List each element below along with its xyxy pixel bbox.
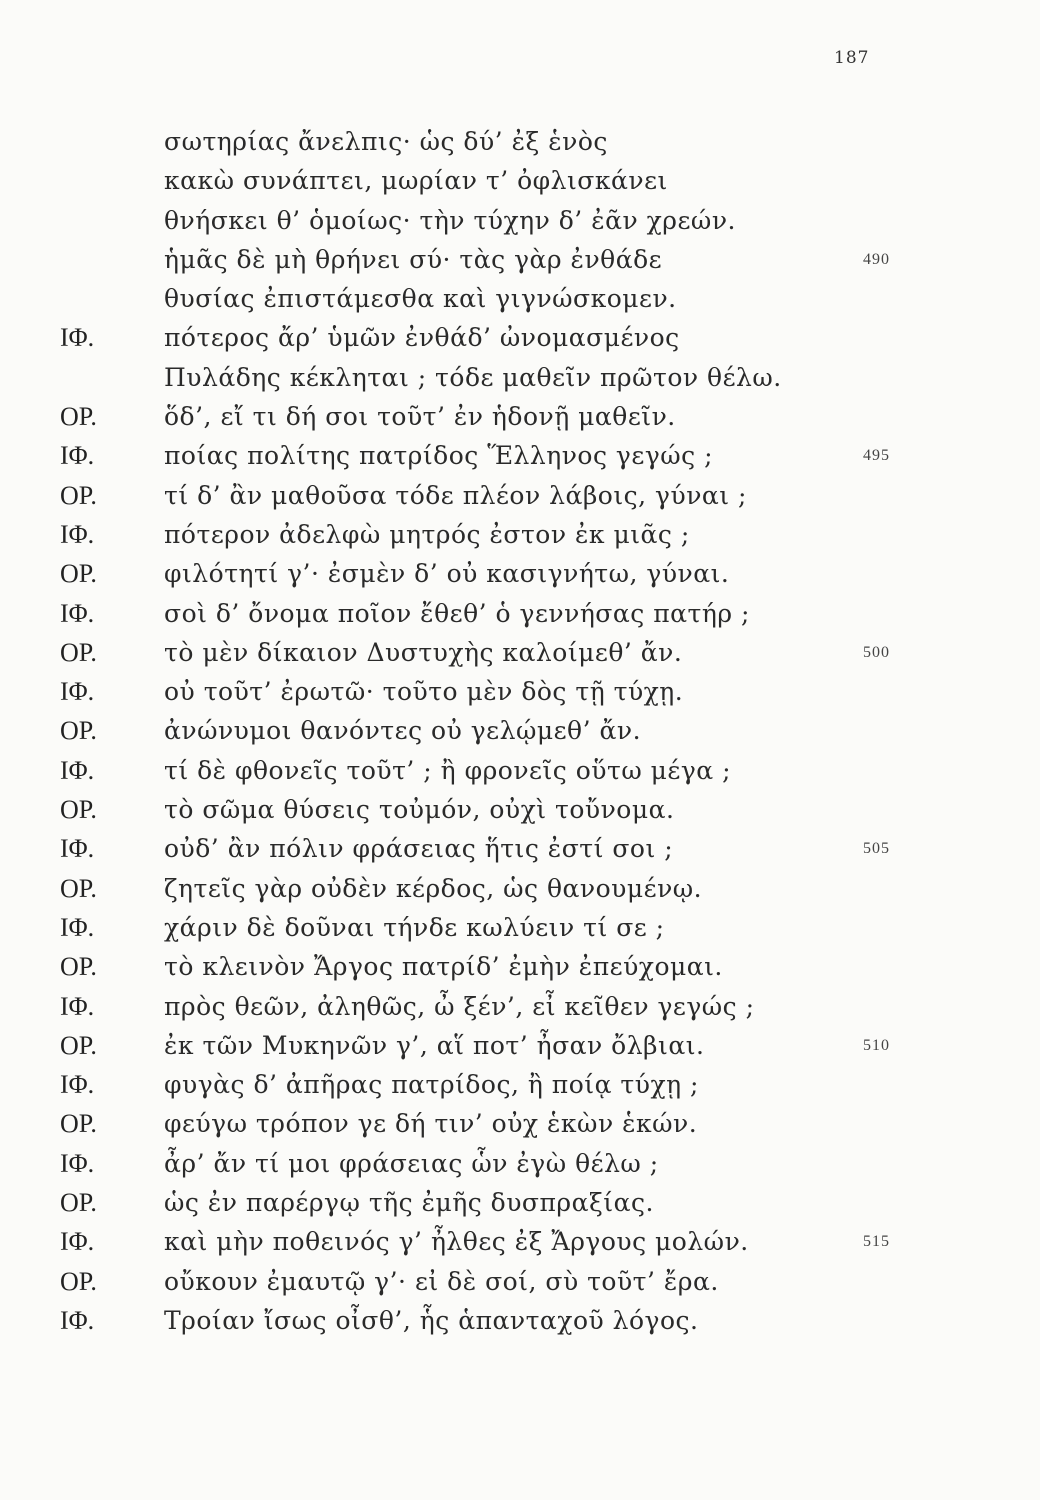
- verse-text: ἐκ τῶν Μυκηνῶν γ’, αἵ ποτ’ ἦσαν ὄλβιαι.: [164, 1030, 705, 1060]
- verse-text: θυσίας ἐπιστάμεσθα καὶ γιγνώσκομεν.: [164, 284, 677, 314]
- speaker-label: ΙΦ.: [60, 1070, 95, 1100]
- verse-text: τὸ μὲν δίκαιον Δυστυχὴς καλοίμεθ’ ἄν.: [164, 637, 683, 667]
- speaker-label: ΙΦ.: [60, 598, 95, 628]
- verse-text: τί δ’ ἂν μαθοῦσα τόδε πλέον λάβοις, γύναι ;: [164, 480, 747, 510]
- speaker-label: ΟΡ.: [60, 480, 97, 510]
- verse-line: [60, 397, 960, 436]
- speaker-label: ΟΡ.: [60, 795, 97, 825]
- verse-line: [60, 1026, 960, 1065]
- verse-line: [60, 554, 960, 593]
- line-number: 495: [863, 447, 890, 465]
- verse-text: ὅδ’, εἴ τι δή σοι τοῦτ’ ἐν ἡδονῇ μαθεῖν.: [164, 402, 676, 432]
- verse-text: πότερος ἄρ’ ὑμῶν ἐνθάδ’ ὠνομασμένος: [164, 323, 680, 353]
- verse-text: κακὼ συνάπτει, μωρίαν τ’ ὀφλισκάνει: [164, 166, 668, 196]
- verse-text: καὶ μὴν ποθεινός γ’ ἦλθες ἐξ Ἄργους μολών.: [164, 1227, 749, 1257]
- speaker-label: ΙΦ.: [60, 441, 95, 471]
- speaker-label: ΟΡ.: [60, 873, 97, 903]
- line-number: 500: [863, 643, 890, 661]
- verse-line: [60, 1144, 960, 1183]
- verse-line: [60, 829, 960, 868]
- speaker-label: ΙΦ.: [60, 323, 95, 353]
- verse-text: ἀνώνυμοι θανόντες οὐ γελῴμεθ’ ἄν.: [164, 716, 642, 746]
- speaker-label: ΟΡ.: [60, 402, 97, 432]
- verse-text: οὐδ’ ἂν πόλιν φράσειας ἥτις ἐστί σοι ;: [164, 834, 674, 864]
- verse-line: [60, 869, 960, 908]
- verse-list: [60, 122, 960, 1340]
- speaker-label: ΟΡ.: [60, 1188, 97, 1218]
- verse-text: τί δὲ φθονεῖς τοῦτ’ ; ἢ φρονεῖς οὕτω μέγα ;: [164, 755, 732, 785]
- verse-text: θνήσκει θ’ ὁμοίως· τὴν τύχην δ’ ἐᾶν χρεών.: [164, 205, 736, 235]
- speaker-label: ΟΡ.: [60, 1109, 97, 1139]
- verse-line: [60, 436, 960, 475]
- verse-text: Πυλάδης κέκληται ; τόδε μαθεῖν πρῶτον θέλω.: [164, 362, 782, 392]
- verse-line: [60, 908, 960, 947]
- speaker-label: ΙΦ.: [60, 755, 95, 785]
- verse-line: [60, 201, 960, 240]
- verse-text: χάριν δὲ δοῦναι τήνδε κωλύειν τί σε ;: [164, 912, 665, 942]
- verse-line: [60, 1104, 960, 1143]
- verse-line: [60, 240, 960, 279]
- verse-line: [60, 358, 960, 397]
- verse-line: [60, 161, 960, 200]
- speaker-label: ΙΦ.: [60, 834, 95, 864]
- verse-text: τὸ κλεινὸν Ἄργος πατρίδ’ ἐμὴν ἐπεύχομαι.: [164, 952, 723, 982]
- speaker-label: ΟΡ.: [60, 1266, 97, 1296]
- verse-text: πρὸς θεῶν, ἀληθῶς, ὦ ξέν’, εἶ κεῖθεν γεγώς ;: [164, 991, 755, 1021]
- speaker-label: ΟΡ.: [60, 952, 97, 982]
- verse-text: φιλότητί γ’· ἐσμὲν δ’ οὐ κασιγνήτω, γύναι.: [164, 559, 730, 589]
- verse-line: [60, 751, 960, 790]
- speaker-label: ΟΡ.: [60, 1030, 97, 1060]
- speaker-label: ΟΡ.: [60, 559, 97, 589]
- verse-text: πότερον ἀδελφὼ μητρός ἐστον ἐκ μιᾶς ;: [164, 519, 690, 549]
- verse-text: ποίας πολίτης πατρίδος Ἕλληνος γεγώς ;: [164, 441, 714, 471]
- verse-text: φεύγω τρόπον γε δή τιν’ οὐχ ἑκὼν ἑκών.: [164, 1109, 698, 1139]
- verse-line: [60, 594, 960, 633]
- verse-line: [60, 672, 960, 711]
- verse-line: [60, 987, 960, 1026]
- verse-text: σοὶ δ’ ὄνομα ποῖον ἔθεθ’ ὁ γεννήσας πατήρ ;: [164, 598, 750, 628]
- verse-text: οὔκουν ἐμαυτῷ γ’· εἰ δὲ σοί, σὺ τοῦτ’ ἔρα.: [164, 1266, 719, 1296]
- speaker-label: ΙΦ.: [60, 991, 95, 1021]
- verse-text: ὡς ἐν παρέργῳ τῆς ἐμῆς δυσπραξίας.: [164, 1188, 654, 1218]
- verse-line: [60, 1183, 960, 1222]
- verse-text: ἡμᾶς δὲ μὴ θρήνει σύ· τὰς γὰρ ἐνθάδε: [164, 244, 663, 274]
- verse-line: [60, 1222, 960, 1261]
- verse-line: [60, 476, 960, 515]
- verse-line: [60, 318, 960, 357]
- verse-line: [60, 1301, 960, 1340]
- line-number: 515: [863, 1233, 890, 1251]
- verse-line: [60, 711, 960, 750]
- speaker-label: ΙΦ.: [60, 677, 95, 707]
- speaker-label: ΟΡ.: [60, 716, 97, 746]
- verse-line: [60, 515, 960, 554]
- verse-text: οὐ τοῦτ’ ἐρωτῶ· τοῦτο μὲν δὸς τῇ τύχῃ.: [164, 677, 684, 707]
- verse-text: σωτηρίας ἄνελπις· ὡς δύ’ ἐξ ἑνὸς: [164, 127, 608, 156]
- verse-text: τὸ σῶμα θύσεις τοὐμόν, οὐχὶ τοὔνομα.: [164, 795, 675, 825]
- verse-line: [60, 947, 960, 986]
- verse-text: ἆρ’ ἄν τί μοι φράσειας ὧν ἐγὼ θέλω ;: [164, 1148, 659, 1178]
- speaker-label: ΟΡ.: [60, 637, 97, 667]
- speaker-label: ΙΦ.: [60, 912, 95, 942]
- line-number: 505: [863, 840, 890, 858]
- line-number: 490: [863, 250, 890, 268]
- speaker-label: ΙΦ.: [60, 519, 95, 549]
- verse-line: [60, 790, 960, 829]
- speaker-label: ΙΦ.: [60, 1305, 95, 1335]
- verse-text: φυγὰς δ’ ἀπῆρας πατρίδος, ἢ ποίᾳ τύχῃ ;: [164, 1070, 699, 1100]
- speaker-label: ΙΦ.: [60, 1148, 95, 1178]
- line-number: 510: [863, 1036, 890, 1054]
- page-number: 187: [834, 48, 870, 68]
- verse-line: [60, 1065, 960, 1104]
- verse-line: [60, 1262, 960, 1301]
- verse-line: [60, 279, 960, 318]
- verse-line: [60, 122, 960, 161]
- verse-line: [60, 633, 960, 672]
- verse-text: Τροίαν ἴσως οἶσθ’, ἧς ἁπανταχοῦ λόγος.: [164, 1305, 699, 1335]
- verse-text: ζητεῖς γὰρ οὐδὲν κέρδος, ὡς θανουμένῳ.: [164, 873, 703, 903]
- speaker-label: ΙΦ.: [60, 1227, 95, 1257]
